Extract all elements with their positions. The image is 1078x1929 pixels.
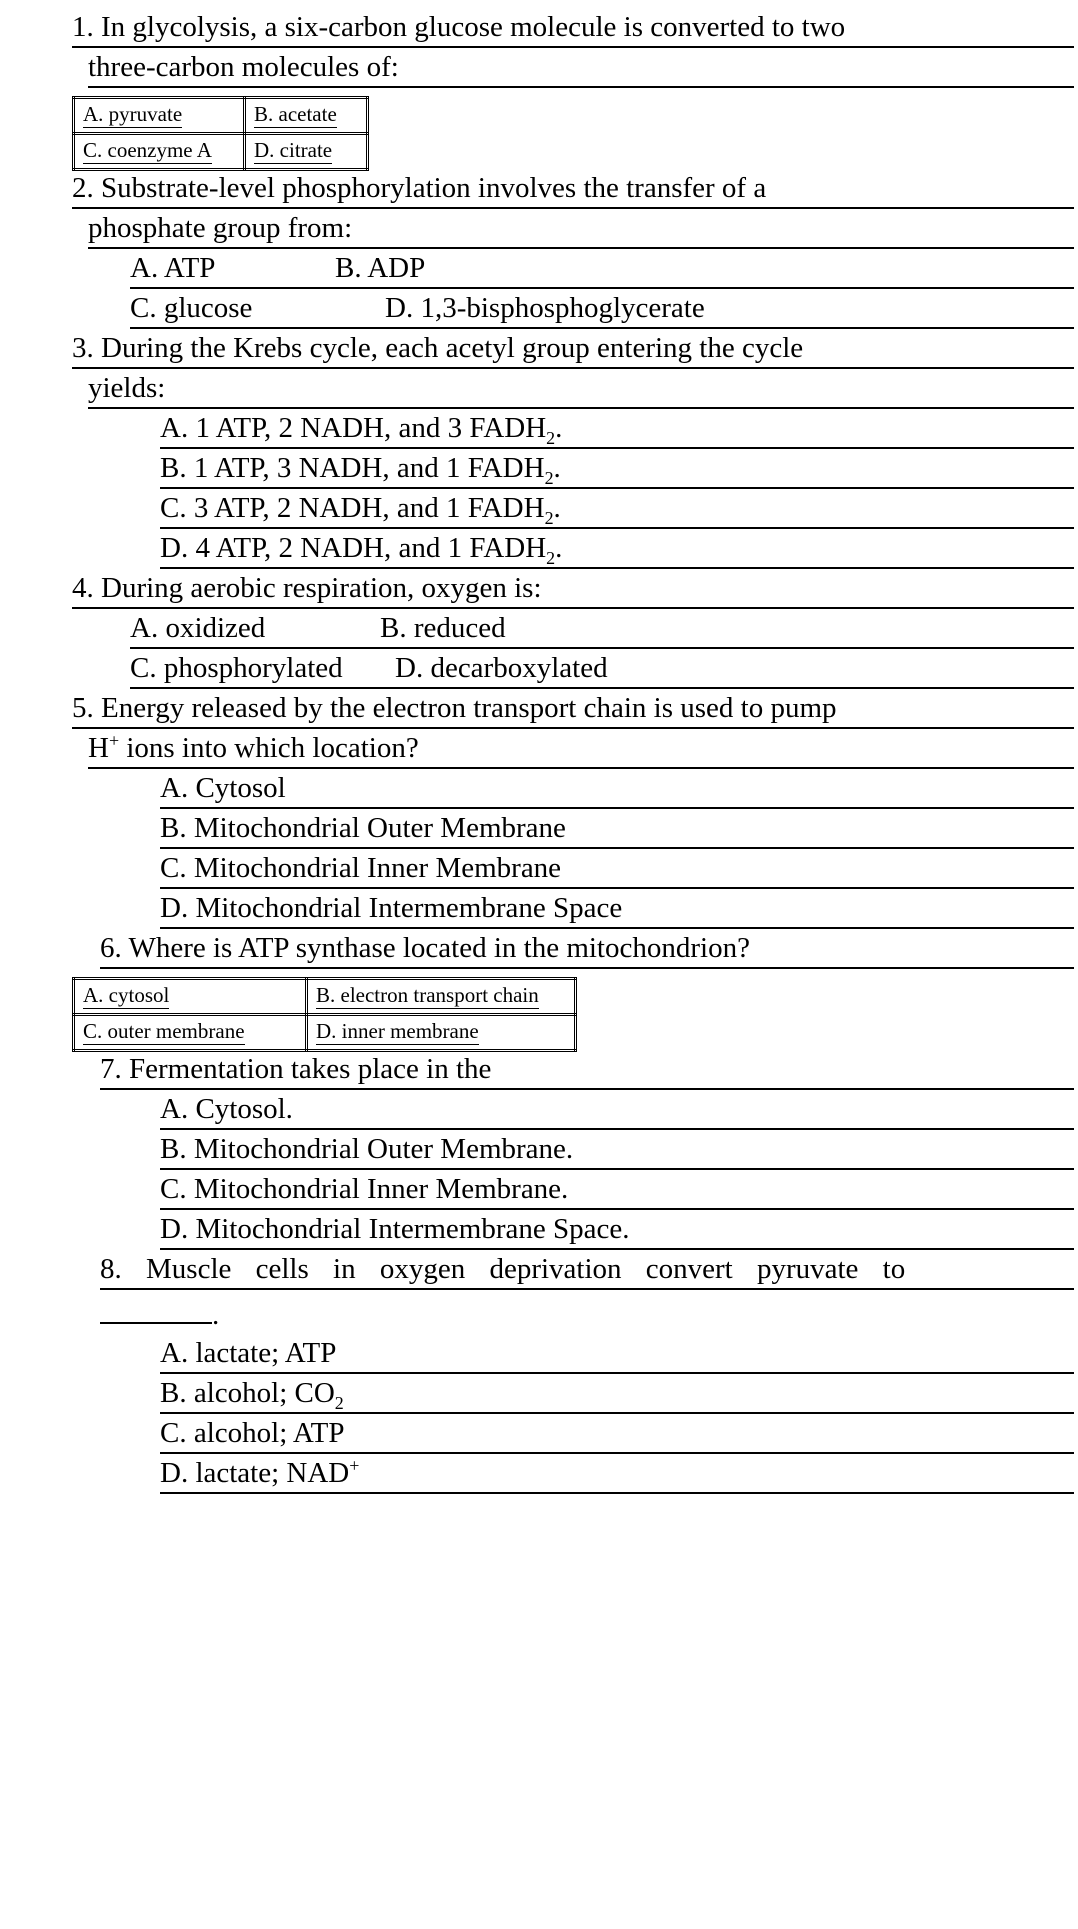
question-text: 4. During aerobic respiration, oxygen is:: [72, 572, 542, 604]
option-text: B. Mitochondrial Outer Membrane.: [160, 1133, 574, 1165]
question-1-line-2: [88, 50, 1074, 88]
superscript: +: [108, 730, 120, 751]
superscript: +: [349, 1455, 360, 1476]
option-text: C. coenzyme A: [83, 138, 212, 162]
question-5-option-b: [160, 811, 1074, 849]
option-text: A. lactate; ATP: [160, 1337, 337, 1369]
option-text: C. 3 ATP, 2 NADH, and 1 FADH: [160, 492, 545, 524]
option-c: C. glucose: [130, 292, 253, 324]
option-text: C. Mitochondrial Inner Membrane.: [160, 1173, 569, 1205]
option-text: C. alcohol; ATP: [160, 1417, 345, 1449]
option-text: A. Cytosol.: [160, 1093, 293, 1125]
question-4-line-1: [72, 571, 1074, 609]
question-1-line-1: [72, 10, 1074, 48]
question-text: 6. Where is ATP synthase located in the mitochondrion?: [100, 932, 750, 964]
option-text: C. Mitochondrial Inner Membrane: [160, 852, 562, 884]
question-5-option-d: [160, 891, 1074, 929]
question-5-line-2: [88, 731, 1074, 769]
question-8-option-b: [160, 1376, 1074, 1414]
table-cell-option-c: [74, 134, 245, 170]
question-2-line-1: [72, 171, 1074, 209]
question-6-line-1: [100, 931, 1074, 969]
option-tail: .: [553, 492, 561, 524]
option-text: A. 1 ATP, 2 NADH, and 3 FADH: [160, 412, 547, 444]
question-text: phosphate group from:: [88, 212, 353, 244]
question-8-line-1: [100, 1252, 1074, 1290]
subscript: 2: [546, 547, 556, 568]
option-text: A. cytosol: [83, 983, 170, 1007]
option-tail: .: [553, 452, 561, 484]
question-8-option-d: [160, 1456, 1074, 1494]
subscript: 2: [546, 427, 556, 448]
question-7-option-c: [160, 1172, 1074, 1210]
option-text: B. 1 ATP, 3 NADH, and 1 FADH: [160, 452, 545, 484]
option-text: B. acetate: [254, 102, 337, 126]
question-text: ions into which location?: [119, 732, 419, 764]
table-row: [74, 134, 368, 170]
option-d: D. decarboxylated: [395, 652, 608, 684]
question-5-line-1: [72, 691, 1074, 729]
question-6-answer-table: [72, 977, 577, 1052]
table-row: [74, 979, 576, 1015]
question-text: 2. Substrate-level phosphorylation involves the transfer of a: [72, 172, 767, 204]
option-b: B. ADP: [335, 252, 426, 284]
option-a: A. ATP: [130, 252, 216, 284]
question-7-option-a: [160, 1092, 1074, 1130]
table-cell-option-a: [74, 979, 307, 1015]
question-text: 3. During the Krebs cycle, each acetyl group entering the cycle: [72, 332, 804, 364]
question-4-options-cd: [130, 651, 1074, 689]
question-8: [0, 1252, 1078, 1494]
question-text: three-carbon molecules of:: [88, 51, 399, 83]
question-2-options-ab: [130, 251, 1074, 289]
fill-in-blank: [100, 1292, 212, 1324]
table-cell-option-b: [245, 98, 368, 134]
table-row: [74, 98, 368, 134]
question-3-option-b: [160, 451, 1074, 489]
question-7: [0, 1052, 1078, 1250]
question-7-option-b: [160, 1132, 1074, 1170]
question-3-line-2: [88, 371, 1074, 409]
question-text: yields:: [88, 372, 166, 404]
option-text: D. citrate: [254, 138, 333, 162]
option-tail: .: [555, 532, 563, 564]
option-text: D. inner membrane: [316, 1019, 479, 1043]
question-5-option-c: [160, 851, 1074, 889]
question-text: 1. In glycolysis, a six-carbon glucose molecule is converted to two: [72, 11, 846, 43]
question-7-line-1: [100, 1052, 1074, 1090]
question-2-line-2: [88, 211, 1074, 249]
question-3-option-a: [160, 411, 1074, 449]
option-text: A. Cytosol: [160, 772, 286, 804]
question-6: [0, 931, 1078, 1052]
question-8-option-a: [160, 1336, 1074, 1374]
table-cell-option-d: [245, 134, 368, 170]
question-text: 7. Fermentation takes place in the: [100, 1053, 492, 1085]
option-text: B. alcohol; CO: [160, 1377, 335, 1409]
subscript: 2: [334, 1392, 344, 1413]
question-3: [0, 331, 1078, 569]
option-text: D. Mitochondrial Intermembrane Space.: [160, 1213, 630, 1245]
question-text: H: [88, 732, 109, 764]
option-text: D. 4 ATP, 2 NADH, and 1 FADH: [160, 532, 547, 564]
question-5-option-a: [160, 771, 1074, 809]
question-3-line-1: [72, 331, 1074, 369]
question-1-answer-table: [72, 96, 369, 171]
question-8-blank-line: [100, 1292, 1078, 1334]
question-3-option-d: [160, 531, 1074, 569]
option-c: C. phosphorylated: [130, 652, 343, 684]
question-2-options-cd: [130, 291, 1074, 329]
question-text: 5. Energy released by the electron transport chain is used to pump: [72, 692, 837, 724]
question-4-options-ab: [130, 611, 1074, 649]
option-a: A. oxidized: [130, 612, 266, 644]
option-b: B. reduced: [380, 612, 506, 644]
option-text: A. pyruvate: [83, 102, 183, 126]
subscript: 2: [544, 467, 554, 488]
table-cell-option-a: [74, 98, 245, 134]
question-1: [0, 10, 1078, 171]
option-text: C. outer membrane: [83, 1019, 245, 1043]
option-text: D. Mitochondrial Intermembrane Space: [160, 892, 623, 924]
subscript: 2: [544, 507, 554, 528]
option-text: B. electron transport chain: [316, 983, 539, 1007]
question-5: [0, 691, 1078, 929]
blank-tail: .: [212, 1299, 220, 1331]
option-text: B. Mitochondrial Outer Membrane: [160, 812, 566, 844]
table-cell-option-c: [74, 1015, 307, 1051]
question-2: [0, 171, 1078, 329]
question-text: 8. Muscle cells in oxygen deprivation convert pyruvate to: [100, 1253, 906, 1285]
option-text: D. lactate; NAD: [160, 1457, 350, 1489]
table-cell-option-b: [307, 979, 576, 1015]
option-tail: .: [555, 412, 563, 444]
question-3-option-c: [160, 491, 1074, 529]
table-cell-option-d: [307, 1015, 576, 1051]
option-d: D. 1,3-bisphosphoglycerate: [385, 292, 705, 324]
question-8-option-c: [160, 1416, 1074, 1454]
question-7-option-d: [160, 1212, 1074, 1250]
question-4: [0, 571, 1078, 689]
table-row: [74, 1015, 576, 1051]
